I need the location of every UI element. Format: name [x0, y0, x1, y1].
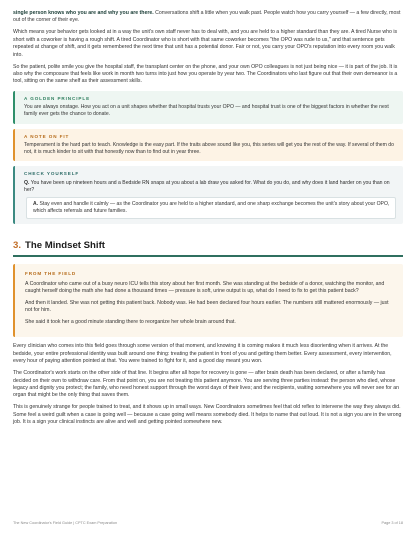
intro-section [13, 10, 403, 86]
from-the-field-callout [13, 264, 403, 338]
golden-principle-heading: A GOLDEN PRINCIPLE [24, 95, 91, 101]
check-yourself-heading: CHECK YOURSELF [24, 171, 80, 177]
section-heading [13, 240, 403, 251]
intro-paragraph-2: Which means your behavior gets looked at in a way the unit's own staff never has to deal with, and you are held to a higher standard than they are. A tired Nurse who is short with a coworker is having a rough shift. A tired Coordinator who is short with that same coworker becomes "the OPO was rude to us," and that sentence gets repeated at change of shift, and it gets remembered the next time that unit has a potential donor. Fair or not, you carry your OPO's reputation into every room you walk into. [13, 29, 398, 58]
question-label: Q. [24, 179, 30, 186]
check-yourself-callout [13, 166, 403, 224]
check-answer [26, 197, 396, 219]
body-paragraph-3: This is genuinely strange for people trained to treat, and it shows up in small ways. New Coordinators sometimes feel that old reflex to intervene the way they always did. Some feel a weird guilt when a case is going well — because a case going well means somebody died. It helps to name that out loud. It is not a sign you are in the wrong job. It is a sign your clinical instincts are alive and well and getting pointed somewhere new. [13, 404, 402, 426]
footer-page-number: Page 3 of 18 [381, 521, 403, 525]
field-paragraph-1: A Coordinator who came out of a busy neuro ICU tells this story about her first month. She was standing at the bedside of a donor, watching the monitor, and caught herself doing the math she had done a thousand times — pressure is soft, urine output is up, what do I need to fix to get this patient back? [25, 280, 385, 295]
intro-lead-bold: single person knows who you are and why you are there. [13, 10, 154, 16]
question-text: You have been up nineteen hours and a Bedside RN snaps at you about a lab draw you asked for. What do you do, and why does it land harder on you than on her? [24, 179, 390, 194]
section-number: 3. [13, 240, 22, 252]
golden-principle-text: You are always onstage. How you act on a unit shapes whether that hospital trusts your OPO — and hospital trust is one of the biggest factors in whether the next family ever gets the chance to donate. [24, 104, 389, 118]
answer-label: A. [33, 200, 39, 207]
body-paragraph-2: The Coordinator's work starts on the other side of that line. It begins after all hope for recovery is gone — after brain death has been declared, or after a family has decided on their own to withdraw care. From that point on, you are not treating this patient anymore. You are serving three parties instead: the person who died, whose legacy and dignity you protect; the family, who need honest support through the worst days of their lives; and the recipients, waiting somewhere you will never see for an organ that might be the only thing that saves them. [13, 370, 400, 399]
note-on-fit-heading: A NOTE ON FIT [24, 133, 70, 139]
intro-lead-rest: Conversations shift a little when you walk past. People watch how you carry yourself — a few directly, most out of the corner of their eye. [13, 10, 401, 24]
note-on-fit-text: Temperament is the hard part to teach. Knowledge is the easy part. If the traits above sound like you, this series will get you the rest of the way. If several of them do not, it is much kinder to sit with that honestly now than to find out in year three. [24, 142, 394, 156]
from-the-field-heading: FROM THE FIELD [25, 270, 77, 276]
page-footer [13, 521, 403, 525]
answer-text: Stay even and handle it calmly — as the Coordinator you are held to a higher standard, and one sharp exchange becomes the unit's story about your OPO, which affects referrals and future families. [33, 200, 390, 215]
body-section [13, 343, 403, 426]
intro-paragraph-1 [13, 10, 403, 25]
body-paragraph-1: Every clinician who comes into this field goes through some version of that moment, and knowing it is coming makes it much less disorienting when it arrives. At the bedside, your entire professional identity was built around one thing: treating the patient in front of you and getting them better. Every assessment, every intervention, every hour of paying attention pointed at that. You were trained to fight for it, and a good day meant you won. [13, 343, 392, 365]
field-paragraph-2: And then it landed. She was not getting this patient back. Nobody was. He had been declared four hours earlier. The numbers still mattered enormously — just not for him. [25, 300, 389, 314]
check-question [24, 180, 396, 194]
footer-book-title: The New Coordinator's Field Guide | CPTC Exam Preparation [13, 521, 118, 525]
section-title: The Mindset Shift [25, 240, 105, 252]
field-paragraph-3: She said it took her a good minute standing there to reorganize her whole brain around that. [25, 319, 236, 326]
note-on-fit-callout [13, 129, 403, 162]
golden-principle-callout [13, 91, 403, 124]
section-divider [13, 255, 403, 256]
intro-paragraph-3: So the patient, polite smile you give the hospital staff, the transplant center on the phone, and your own OPO colleagues is not just being nice — it is part of the job. It is also why the composure that feels like work in month two turns into just how you operate by year two. The Coordinators who last figure out that their own demeanor is a tool, sitting on the same shelf as their assessment skills. [13, 63, 398, 85]
